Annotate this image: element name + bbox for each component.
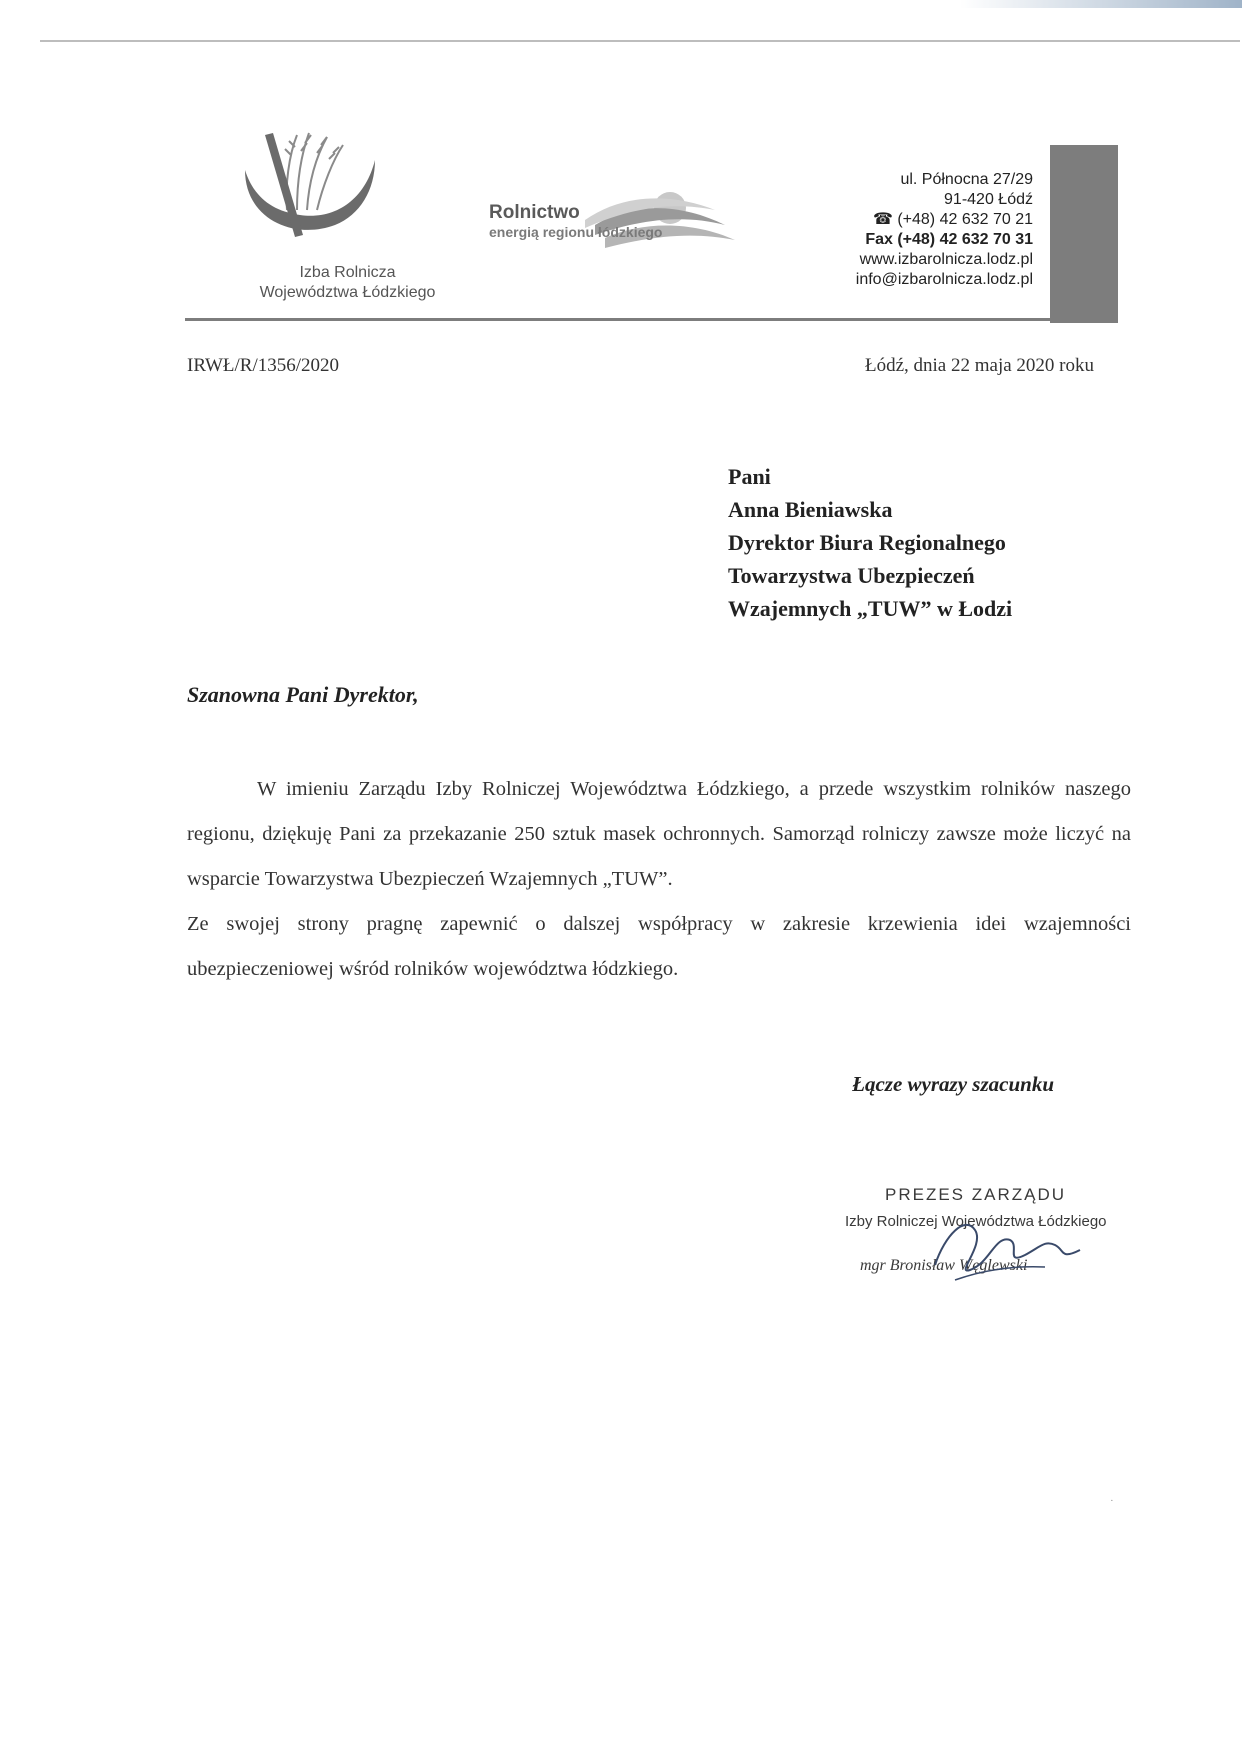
- body-paragraph-1: W imieniu Zarządu Izby Rolniczej Województwa Łódzkiego, a przede wszystkim rolników naszego regionu, dziękuję Pani za przekazanie 250 sztuk masek ochronnych. Samorząd rolniczy zawsze może liczyć na wsparcie Towarzystwa Ubezpieczeń Wzajemnych „TUW”.: [187, 778, 1131, 890]
- handwritten-signature-icon: [915, 1195, 1115, 1295]
- salutation: Szanowna Pani Dyrektor,: [187, 682, 419, 707]
- addressee-line1: Pani: [728, 464, 771, 489]
- letterhead: [185, 125, 1118, 325]
- sickle-wheat-logo-icon: [225, 125, 385, 265]
- org-name-line2: Województwa Łódzkiego: [259, 284, 436, 301]
- stamp-name: mgr Bronisław Węglewski: [860, 1257, 1028, 1274]
- addressee-line5: Wzajemnych „TUW” w Łodzi: [728, 596, 1013, 621]
- website: www.izbarolnicza.lodz.pl: [859, 251, 1033, 268]
- izba-logo: [225, 125, 436, 325]
- body-paragraph-2: Ze swojej strony pragnę zapewnić o dalszej współpracy w zakresie krzewienia idei wzajemności ubezpieczeniowej wśród rolników województwa łódzkiego.: [187, 913, 1131, 980]
- stamp-organization: Izby Rolniczej Województwa Łódzkiego: [845, 1213, 1107, 1230]
- address-street: ul. Północna 27/29: [900, 171, 1033, 188]
- contact-block: [856, 170, 1033, 290]
- phone-number: (+48) 42 632 70 21: [897, 211, 1033, 228]
- phone-icon: ☎: [872, 211, 898, 228]
- scan-speck: ·: [1110, 1495, 1114, 1507]
- campaign-logo: [485, 180, 745, 250]
- addressee-block: [728, 460, 1012, 625]
- letter-date: Łódź, dnia 22 maja 2020 roku: [864, 355, 1094, 376]
- phone-line: [856, 210, 1033, 230]
- stamp-title: PREZES ZARZĄDU: [885, 1185, 1067, 1204]
- letter-body: [187, 767, 1131, 992]
- org-name-line1: Izba Rolnicza: [299, 264, 396, 281]
- header-gray-block: [1050, 145, 1118, 323]
- email: info@izbarolnicza.lodz.pl: [855, 271, 1033, 288]
- signature-stamp: [845, 1185, 1145, 1305]
- scan-corner-artifact: [960, 0, 1242, 8]
- header-rule: [185, 318, 1055, 321]
- reference-number: IRWŁ/R/1356/2020: [187, 355, 339, 376]
- address-city: 91-420 Łódź: [944, 191, 1033, 208]
- campaign-subtitle: energią regionu łódzkiego: [489, 224, 663, 240]
- addressee-line3: Dyrektor Biura Regionalnego: [728, 530, 1006, 555]
- campaign-title: Rolnictwo: [489, 202, 580, 223]
- scan-edge-line: [40, 40, 1240, 42]
- addressee-line2: Anna Bieniawska: [728, 497, 893, 522]
- fax-line: Fax (+48) 42 632 70 31: [865, 231, 1033, 248]
- closing-phrase: Łącze wyrazy szacunku: [852, 1072, 1054, 1096]
- addressee-line4: Towarzystwa Ubezpieczeń: [728, 563, 975, 588]
